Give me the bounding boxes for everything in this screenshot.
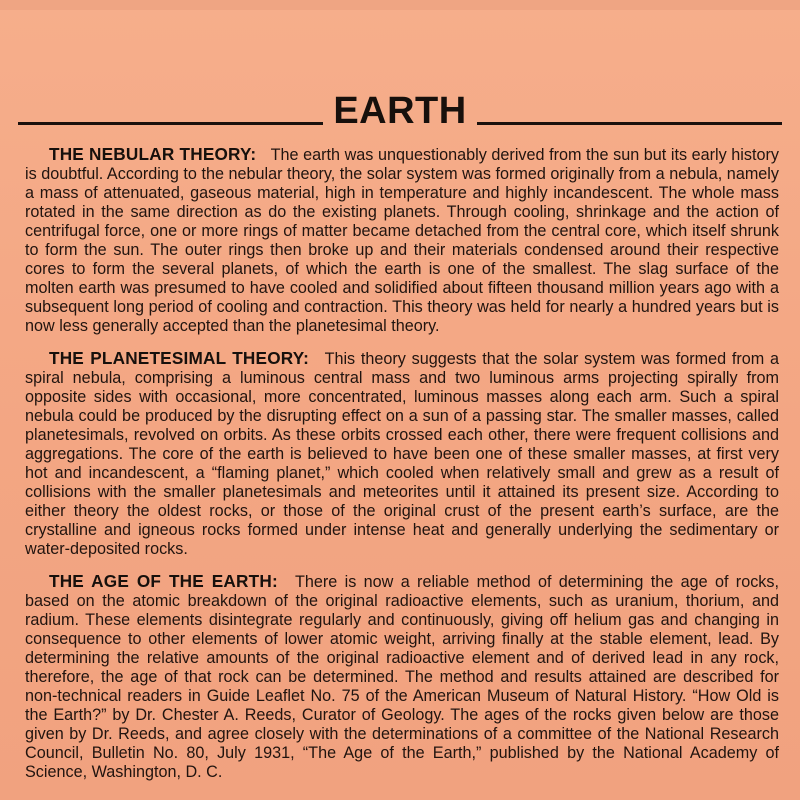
age-of-earth-text: There is now a reliable method of determining the age of rocks, based on the atomic breakdown of the original radioactive elements, such as uranium, thorium, and radium. These elements disintegrate regularly and continuously, giving off helium gas and changing in consequence to other elements of lower atomic weight, arriving finally at the stable element, lead. By determining the relative amounts of the original radioactive element and of derived lead in any rock, therefore, the age of that rock can be determined. The method and results attained are described for non-technical readers in Guide Leaflet No. 75 of the American Museum of Natural History. “How Old is the Earth?” by Dr. Chester A. Reeds, Curator of Geology. The ages of the rocks given below are those given by Dr. Reeds, and agree closely with the determinations of a committee of the National Research Council, Bulletin No. 80, July 1931, “The Age of the Earth,” published by the National Academy of Science, Washington, D. C. [25,573,779,781]
right-title-rule [477,122,782,125]
nebular-theory-heading: THE NEBULAR THEORY: [49,144,257,164]
document-content [25,145,779,795]
planetesimal-theory-section [25,349,779,559]
nebular-theory-text: The earth was unquestionably derived from the sun but its early history is doubtful. According to the nebular theory, the solar system was formed originally from a nebula, namely a mass of attenuated, gaseous material, high in temperature and highly incandescent. The whole mass rotated in the same direction as do the existing planets. Through cooling, shrinkage and the action of centrifugal force, one or more rings of matter became detached from the central core, which itself shrunk to form the sun. The outer rings then broke up and their materials condensed around their respective cores to form the several planets, of which the earth is one of the smallest. The slag surface of the molten earth was presumed to have cooled and solidified about fifteen thousand million years ago with a subsequent long period of cooling and contraction. This theory was held for nearly a hundred years but is now less generally accepted than the planetesimal theory. [25,146,779,335]
top-edge [0,0,800,10]
left-title-rule [18,122,323,125]
age-of-earth-heading: THE AGE OF THE EARTH: [49,571,278,591]
title-row [18,91,782,131]
nebular-theory-section [25,145,779,336]
age-of-earth-section [25,572,779,782]
page-title: EARTH [333,90,467,132]
planetesimal-theory-heading: THE PLANETESIMAL THEORY: [49,348,310,368]
planetesimal-theory-text: This theory suggests that the solar system was formed from a spiral nebula, comprising a luminous central mass and two luminous arms projecting spirally from opposite sides with occasional, more concentrated, luminous masses along each arm. Such a spiral nebula could be produced by the disrupting effect on a sun of a passing star. The smaller masses, called planetesimals, revolved on orbits. As these orbits crossed each other, there were frequent collisions and aggregations. The core of the earth is believed to have been one of these smaller masses, at first very hot and incandescent, a “flaming planet,” which cooled when relatively small and grew as a result of collisions with the smaller planetesimals and meteorites until it attained its present size. According to either theory the oldest rocks, or those of the original crust of the present earth’s surface, are the crystalline and igneous rocks formed under intense heat and generally underlying the sedimentary or water-deposited rocks. [25,350,780,558]
